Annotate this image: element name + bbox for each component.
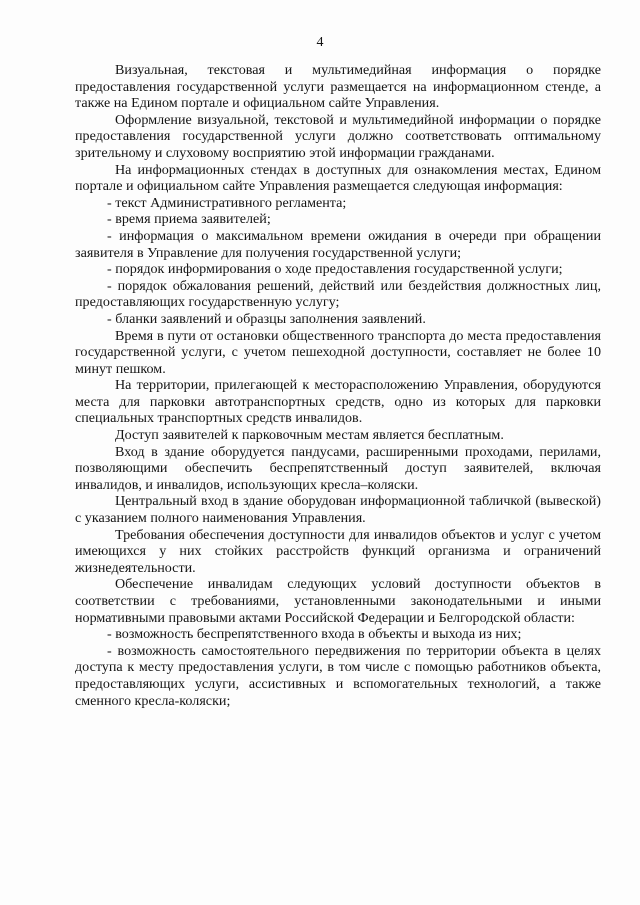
list-item-entry-exit: - возможность беспрепятственного входа в объекты и выхода из них; [107, 626, 522, 643]
paragraph-parking-free: Доступ заявителей к парковочным местам является бесплатным. [115, 427, 504, 444]
paragraph-accessibility-conditions: Обеспечение инвалидам следующих условий доступности объектов в соответствии с требованиями, установленными законодательными и иными нормативными правовыми актами Российской Федерации и Белгородской области: [75, 576, 601, 626]
paragraph-info-placement: Визуальная, текстовая и мультимедийная информация о порядке предоставления государственной услуги размещается на информационном стенде, а также на Едином портале и официальном сайте Управления. [75, 62, 601, 112]
list-item-waiting-time: - информация о максимальном времени ожидания в очереди при обращении заявителя в Управление для получения государственной услуги; [75, 227, 601, 261]
list-item-reception-time: - время приема заявителей; [107, 211, 271, 228]
list-item-regulation-text: - текст Административного регламента; [107, 194, 347, 211]
paragraph-info-design: Оформление визуальной, текстовой и мультимедийной информации о порядке предоставления государственной услуги должно соответствовать оптимальному зрительному и слуховому восприятию этой информации гражданами. [75, 111, 601, 161]
paragraph-parking: На территории, прилегающей к месторасположению Управления, оборудуются места для парковки автотранспортных средств, одно из которых для парковки специальных транспортных средств инвалидов. [75, 377, 601, 427]
list-item-forms: - бланки заявлений и образцы заполнения заявлений. [107, 310, 426, 327]
list-item-movement: - возможность самостоятельного передвижения по территории объекта в целях доступа к месту предоставления услуги, в том числе с помощью работников объекта, предоставляющих услуги, ассистивных и вспомогательных технологий, а также сменного кресла-коляски; [75, 642, 601, 709]
list-item-appeal-order: - порядок обжалования решений, действий или бездействия должностных лиц, предоставляющих государственную услугу; [75, 277, 601, 311]
paragraph-stands-intro: На информационных стендах в доступных для ознакомления местах, Едином портале и официальном сайте Управления размещается следующая информация: [75, 161, 601, 195]
page-number: 4 [316, 35, 324, 50]
paragraph-entrance-ramps: Вход в здание оборудуется пандусами, расширенными проходами, перилами, позволяющими обеспечить беспрепятственный доступ заявителей, включая инвалидов, и инвалидов, использующих кресла–коляски. [75, 443, 601, 493]
document-body [75, 62, 601, 709]
paragraph-travel-time: Время в пути от остановки общественного транспорта до места предоставления государственной услуги, с учетом пешеходной доступности, составляет не более 10 минут пешком. [75, 327, 601, 377]
paragraph-accessibility-requirements: Требования обеспечения доступности для инвалидов объектов и услуг с учетом имеющихся у них стойких расстройств функций организма и ограничений жизнедеятельности. [75, 526, 601, 576]
paragraph-entrance-sign: Центральный вход в здание оборудован информационной табличкой (вывеской) с указанием полного наименования Управления. [75, 493, 601, 527]
list-item-informing-order: - порядок информирования о ходе предоставления государственной услуги; [107, 261, 563, 278]
